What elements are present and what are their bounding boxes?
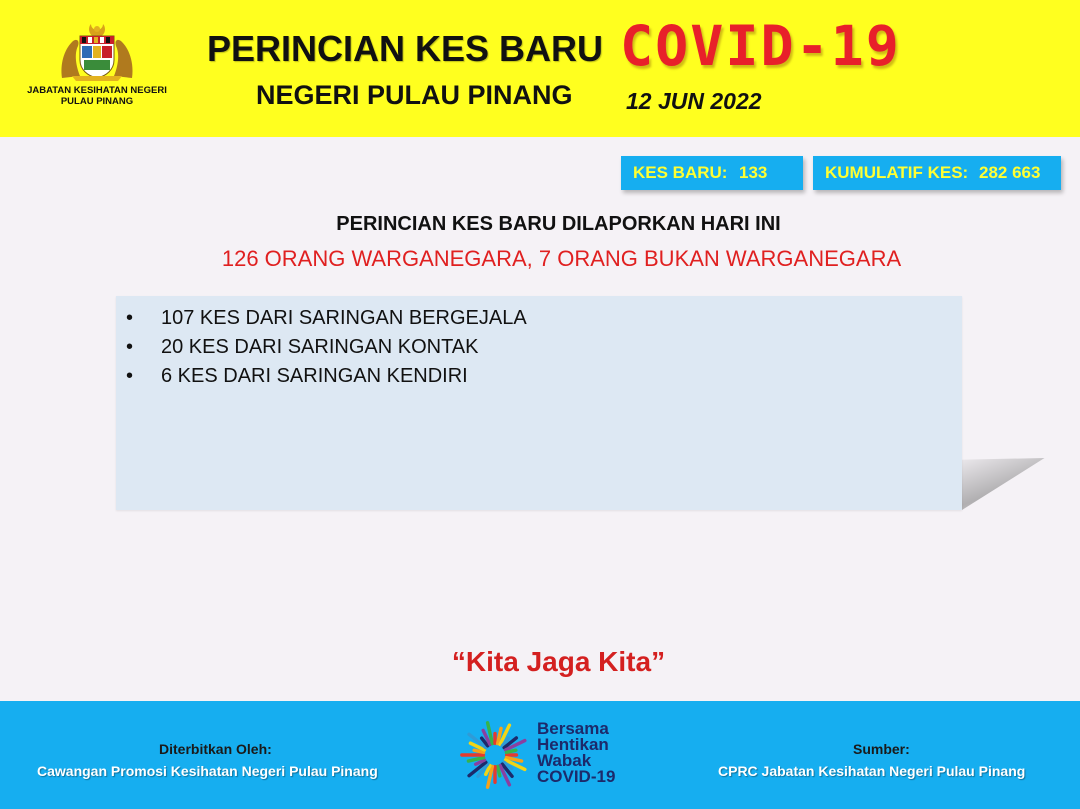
campaign-logo-text	[537, 721, 615, 785]
cumulative-cases-label: KUMULATIF KES:	[825, 163, 969, 182]
campaign-line: Bersama	[537, 719, 609, 738]
campaign-line: Wabak	[537, 751, 592, 770]
agency-name-line1: JABATAN KESIHATAN NEGERI	[27, 85, 167, 96]
agency-name-line2: PULAU PINANG	[60, 96, 134, 107]
list-item	[116, 362, 962, 391]
burst-ray	[506, 750, 515, 752]
cumulative-cases-value: 282 663	[979, 163, 1041, 182]
page-subtitle: NEGERI PULAU PINANG	[256, 80, 573, 110]
burst-logo-icon	[456, 716, 534, 794]
list-item	[116, 333, 962, 362]
slogan: “Kita Jaga Kita”	[451, 646, 666, 677]
citizenship-breakdown: 126 ORANG WARGANEGARA, 7 ORANG BUKAN WARGANEGARA	[221, 246, 902, 271]
report-date: 12 JUN 2022	[626, 88, 762, 114]
agency-name	[14, 85, 180, 107]
covid-title: COVID-19	[620, 14, 901, 78]
footer-banner	[0, 701, 1080, 809]
new-cases-label: KES BARU:	[633, 163, 728, 182]
list-item	[116, 304, 962, 333]
summary-heading: PERINCIAN KES BARU DILAPORKAN HARI INI	[336, 213, 781, 235]
list-item-text: 107 KES DARI SARINGAN BERGEJALA	[161, 307, 527, 329]
publisher-label: Diterbitkan Oleh:	[159, 741, 272, 757]
campaign-line: COVID-19	[537, 767, 616, 786]
list-item-text: 20 KES DARI SARINGAN KONTAK	[161, 336, 479, 358]
cumulative-cases-box	[813, 156, 1061, 190]
bullet-icon: •	[126, 307, 134, 329]
bullet-icon: •	[126, 336, 134, 358]
header-banner	[0, 0, 1080, 137]
source-label: Sumber:	[853, 741, 910, 757]
publisher-name: Cawangan Promosi Kesihatan Negeri Pulau Pinang	[37, 763, 378, 779]
campaign-line: Hentikan	[537, 735, 609, 754]
page-title: PERINCIAN KES BARU	[207, 28, 604, 69]
new-cases-box	[621, 156, 803, 190]
details-box	[116, 296, 962, 510]
burst-ray	[498, 766, 500, 775]
new-cases-value: 133	[739, 163, 768, 182]
screening-list	[116, 296, 962, 391]
list-item-text: 6 KES DARI SARINGAN KENDIRI	[161, 365, 468, 387]
bullet-icon: •	[126, 365, 134, 387]
malaysia-coat-of-arms-icon	[58, 20, 136, 82]
source-name: CPRC Jabatan Kesihatan Negeri Pulau Pinang	[718, 763, 1026, 779]
